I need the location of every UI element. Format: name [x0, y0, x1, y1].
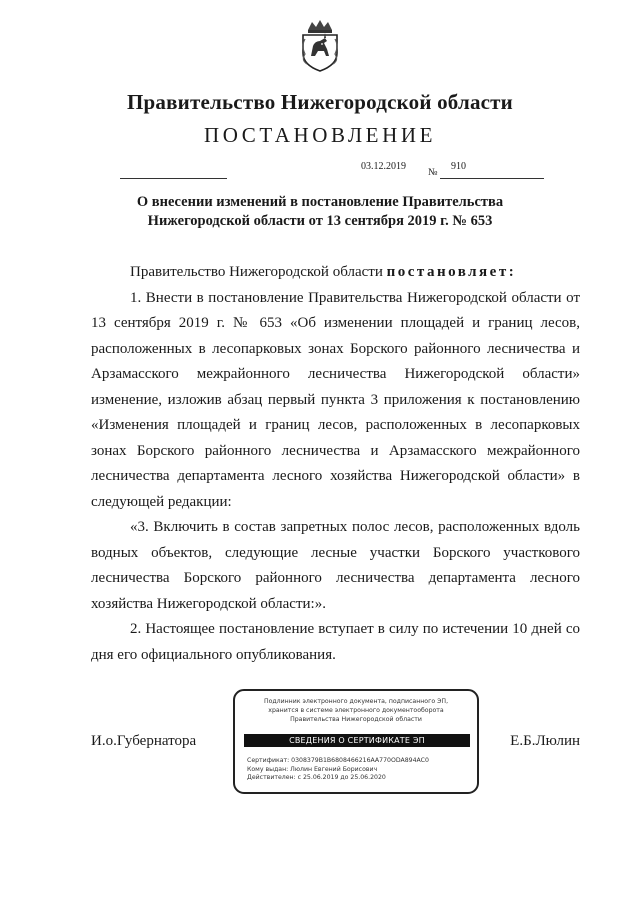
document-number: 910 [451, 161, 466, 172]
paragraph-2: 2. Настоящее постановление вступает в силу по истечении 10 дней со дня его официального опубликования. [91, 621, 580, 663]
intro-resolves: постановляет: [386, 264, 517, 280]
intro-paragraph [91, 260, 580, 286]
certificate-info-bar: СВЕДЕНИЯ О СЕРТИФИКАТЕ ЭП [244, 734, 470, 747]
heading-line-2: Нижегородской области от 13 сентября 2019 г. № 653 [147, 213, 493, 229]
stamp-line-1: Подлинник электронного документа, подписанного ЭП, [263, 698, 449, 705]
coat-of-arms-icon [300, 16, 340, 72]
certificate-serial: Сертификат: 0308379B1B6808466216AA770ODA894AC0 [247, 757, 429, 764]
certificate-details [247, 757, 473, 783]
stamp-header [235, 697, 477, 724]
intro-text: Правительство Нижегородской области [130, 264, 387, 280]
signatory-position: И.о.Губернатора [91, 733, 197, 749]
number-sign: № [428, 167, 438, 178]
paragraph-1: 1. Внести в постановление Правительства Нижегородской области от 13 сентября 2019 г. № 653 «Об изменении площадей и границ лесов, расположенных в лесопарковых зонах Борского районного лесничества и Арзамасского межрайонного лесничества Нижегородской области» изменение, изложив абзац первый пункта 3 приложения к постановлению «Изменения площадей и границ лесов, расположенных в лесопарковых зонах Борского районного лесничества и Арзамасского межрайонного лесничества департамента лесного хозяйства Нижегородской области» в следующей редакции: [91, 289, 580, 510]
stamp-line-2: хранится в системе электронного документооборота [268, 707, 444, 714]
certificate-owner: Кому выдан: Люлин Евгений Борисович [247, 765, 378, 773]
document-date: 03.12.2019 [361, 161, 406, 172]
government-title: Правительство Нижегородской области [127, 90, 513, 114]
blank-line-left [120, 178, 227, 179]
heading-line-1: О внесении изменений в постановление Правительства [136, 194, 504, 210]
paragraph-quoted: «3. Включить в состав запретных полос лесов, расположенных вдоль водных объектов, следующие лесные участки Борского участкового лесничества Борского районного лесничества департамента лесного хозяйства Нижегородской области:». [91, 519, 580, 612]
document-body [91, 260, 580, 668]
stamp-line-3: Правительства Нижегородской области [290, 716, 422, 723]
document-heading [80, 193, 560, 231]
number-underline [440, 178, 544, 179]
e-signature-stamp [233, 689, 479, 794]
signatory-name: Е.Б.Люлин [510, 733, 580, 749]
certificate-validity: Действителен: с 25.06.2019 до 25.06.2020 [247, 774, 386, 781]
document-type: ПОСТАНОВЛЕНИЕ [203, 123, 437, 147]
